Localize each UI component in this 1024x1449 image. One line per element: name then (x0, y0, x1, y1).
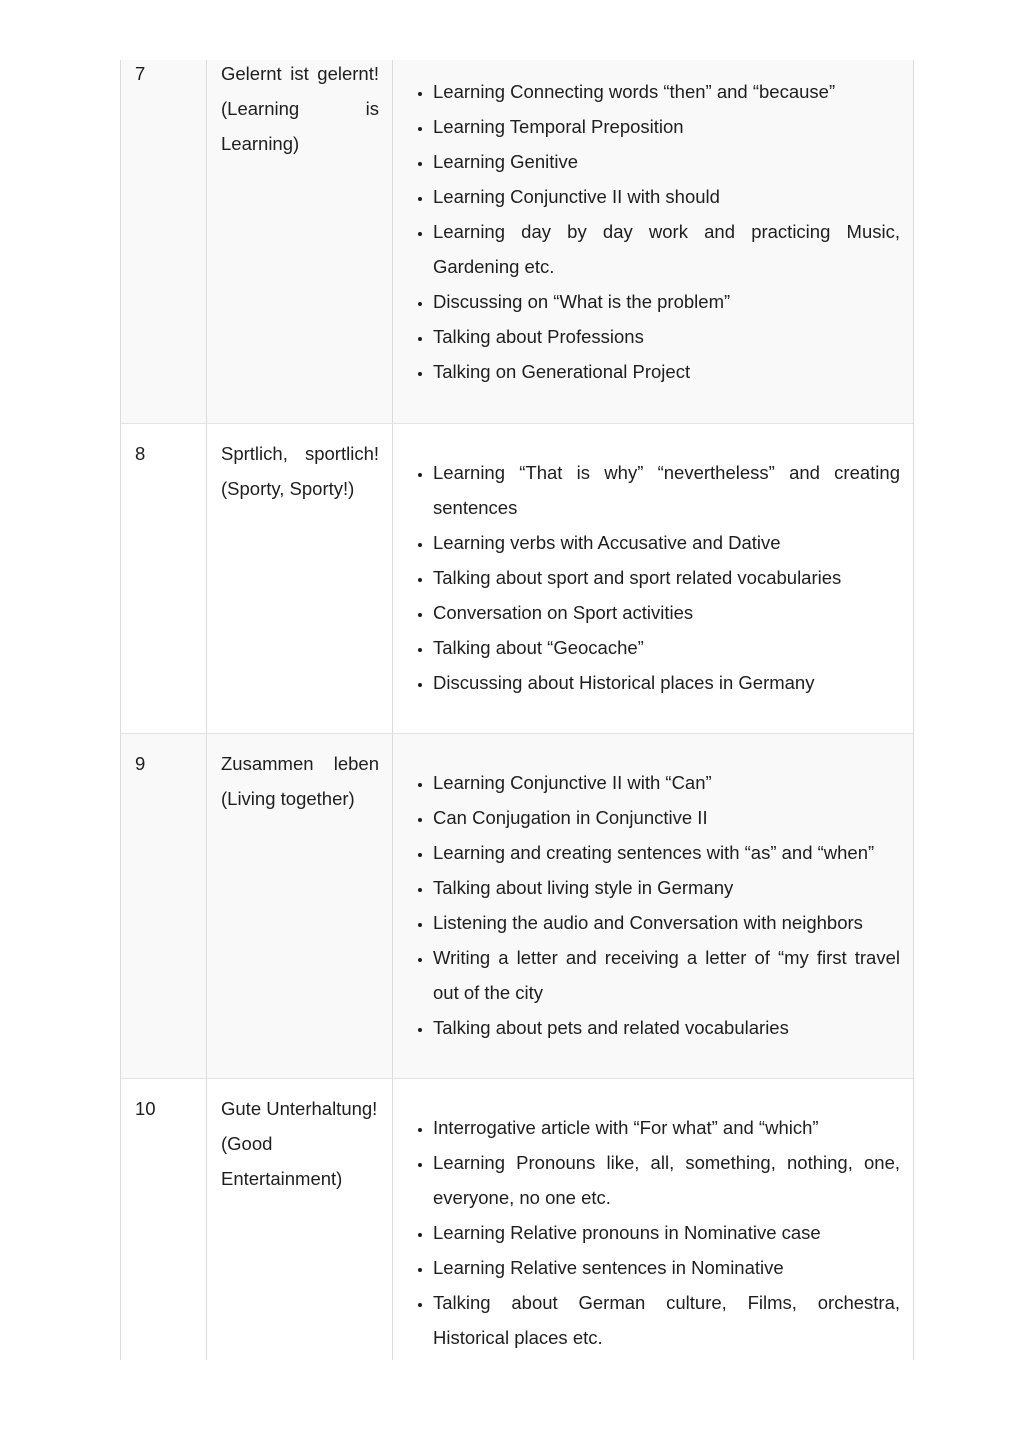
topic-list (393, 74, 900, 389)
table-row (121, 424, 913, 734)
list-item: • Learning verbs with Accusative and Dative (433, 525, 900, 560)
list-item: • Talking about German culture, Films, orchestra, Historical places etc. (433, 1285, 900, 1355)
row-topics-cell (393, 734, 913, 1078)
list-item: • Learning day by day work and practicing Music, Gardening etc. (433, 214, 900, 284)
list-item: • Learning “That is why” “nevertheless” and creating sentences (433, 455, 900, 525)
list-item: • Talking about living style in Germany (433, 870, 900, 905)
list-item: • Writing a letter and receiving a letter of “my first travel out of the city (433, 940, 900, 1010)
list-item: • Learning and creating sentences with “as” and “when” (433, 835, 900, 870)
row-number: 8 (135, 443, 146, 464)
list-item: • Learning Genitive (433, 144, 900, 179)
row-topics-cell (393, 60, 913, 423)
list-item: • Talking about pets and related vocabularies (433, 1010, 900, 1045)
row-number-cell (121, 60, 207, 423)
list-item: • Can Conjugation in Conjunctive II (433, 800, 900, 835)
topic-list (393, 455, 900, 700)
list-item: • Talking on Generational Project (433, 354, 900, 389)
row-title: Gelernt ist gelernt! (Learning is Learning) (221, 63, 379, 154)
list-item: • Talking about Professions (433, 319, 900, 354)
list-item: • Learning Connecting words “then” and “because” (433, 74, 900, 109)
topic-list (393, 765, 900, 1045)
row-title-cell (207, 60, 393, 423)
row-number-cell (121, 734, 207, 1078)
row-title-cell (207, 1079, 393, 1360)
table-row (121, 1079, 913, 1360)
row-title: Sprtlich, sportlich! (Sporty, Sporty!) (221, 443, 379, 499)
row-number-cell (121, 424, 207, 733)
list-item: • Listening the audio and Conversation with neighbors (433, 905, 900, 940)
row-number: 9 (135, 753, 146, 774)
table-row (121, 734, 913, 1079)
row-number-cell (121, 1079, 207, 1360)
table-row (121, 60, 913, 424)
list-item: • Learning Relative pronouns in Nominative case (433, 1215, 900, 1250)
row-topics-cell (393, 424, 913, 733)
topic-list (393, 1110, 900, 1355)
list-item: • Talking about sport and sport related vocabularies (433, 560, 900, 595)
list-item: • Learning Conjunctive II with “Can” (433, 765, 900, 800)
row-title-cell (207, 424, 393, 733)
row-number: 7 (135, 63, 146, 84)
list-item: • Learning Temporal Preposition (433, 109, 900, 144)
list-item: • Learning Conjunctive II with should (433, 179, 900, 214)
list-item: • Learning Relative sentences in Nominative (433, 1250, 900, 1285)
list-item: • Talking about “Geocache” (433, 630, 900, 665)
list-item: • Learning Pronouns like, all, something, nothing, one, everyone, no one etc. (433, 1145, 900, 1215)
row-title-cell (207, 734, 393, 1078)
row-topics-cell (393, 1079, 913, 1360)
syllabus-table (120, 60, 914, 1360)
list-item: • Conversation on Sport activities (433, 595, 900, 630)
row-title: Zusammen leben (Living together) (221, 753, 379, 809)
row-number: 10 (135, 1098, 156, 1119)
row-title: Gute Unterhaltung! (Good Entertainment) (221, 1098, 378, 1189)
list-item: • Interrogative article with “For what” and “which” (433, 1110, 900, 1145)
list-item: • Discussing about Historical places in Germany (433, 665, 900, 700)
list-item: • Discussing on “What is the problem” (433, 284, 900, 319)
